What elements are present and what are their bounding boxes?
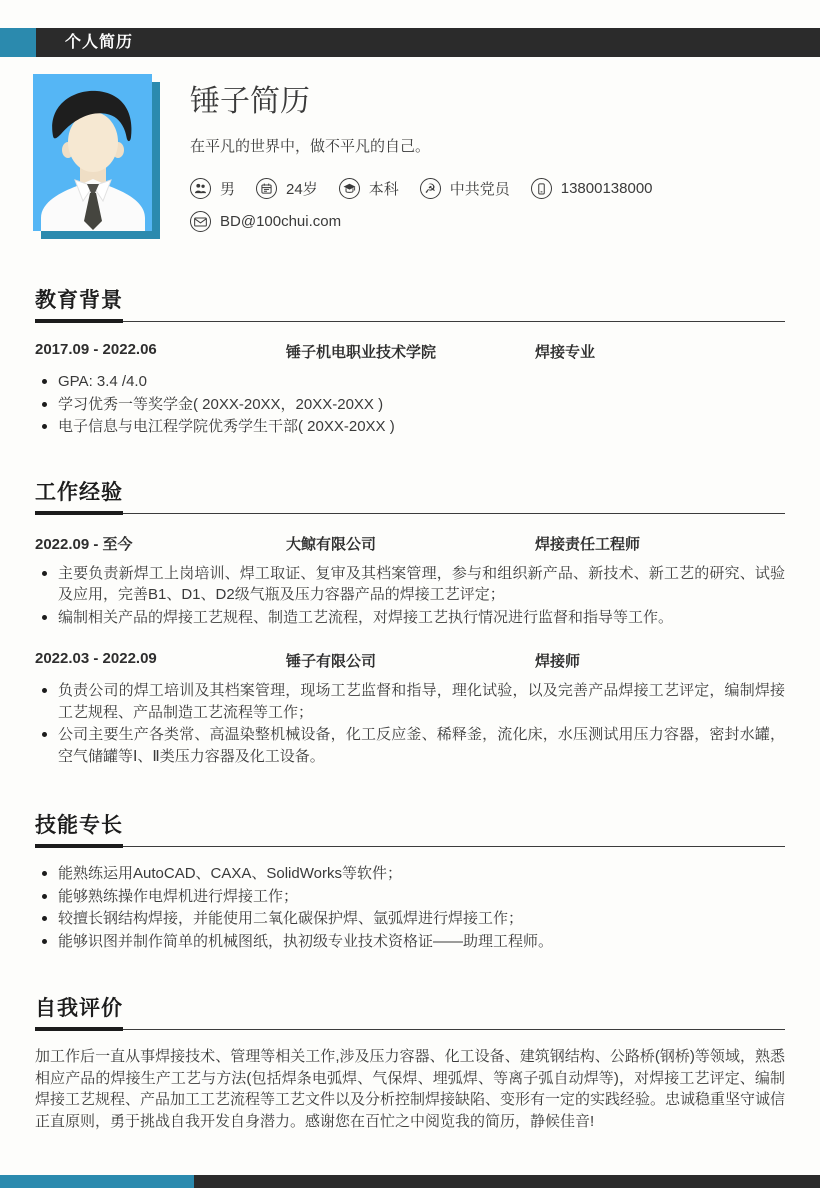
list-item: 能够熟练操作电焊机进行焊接工作； [35,886,785,908]
phone-value: 13800138000 [560,180,653,197]
skills-bullets [35,863,785,952]
party-item [420,178,510,199]
gender-item [190,178,235,199]
gender-value: 男 [220,181,236,198]
education-heading [35,284,785,322]
evaluation-title: 自我评价 [35,992,123,1031]
list-item: 能够识图并制作简单的机械图纸，执初级专业技术资格证——助理工程师。 [35,931,785,953]
section-work [35,476,785,768]
profile-info [190,74,785,239]
work-entry-head [35,533,785,554]
footer-bar [0,1175,820,1188]
degree-icon [339,178,360,199]
info-row [190,178,785,199]
education-bullets [35,371,785,438]
education-title: 教育背景 [35,284,123,323]
work-period: 2022.09 - 至今 [35,535,133,553]
work-company: 锤子有限公司 [286,653,377,670]
work-period: 2022.03 - 2022.09 [35,650,157,667]
section-skills [35,809,785,952]
list-item: 较擅长钢结构焊接，并能使用二氧化碳保护焊、氩弧焊进行焊接工作； [35,908,785,930]
education-major: 焊接专业 [535,344,596,361]
work-role: 焊接责任工程师 [535,535,641,553]
education-period: 2017.09 - 2022.06 [35,341,157,358]
list-item: 编制相关产品的焊接工艺规程、制造工艺流程，对焊接工艺执行情况进行监督和指导等工作。 [35,607,785,629]
email-value: BD@100chui.com [220,213,342,230]
avatar-photo [33,74,152,231]
tagline: 在平凡的世界中，做不平凡的自己。 [190,138,431,155]
skills-title: 技能专长 [35,809,123,848]
age-value: 24岁 [286,181,318,198]
degree-value: 本科 [368,181,399,198]
education-entry-head [35,341,785,362]
phone-item [531,178,653,199]
list-item: 负责公司的焊工培训及其档案管理，现场工艺监督和指导，理化试验，以及完善产品焊接工艺评定，编制焊接工艺规程、产品制造工艺流程等工作； [35,680,785,723]
age-icon [256,178,277,199]
email-item [190,211,341,232]
list-item: 公司主要生产各类常、高温染整机械设备，化工反应釜、稀释釜，流化床，水压测试用压力容器，密封水罐，空气储罐等Ⅰ、Ⅱ类压力容器及化工设备。 [35,724,785,767]
section-evaluation [35,992,785,1132]
list-item: 主要负责新焊工上岗培训、焊工取证、复审及其档案管理，参与和组织新产品、新技术、新工艺的研究、试验及应用，完善B1、D1、D2级气瓶及压力容器产品的焊接工艺评定； [35,563,785,606]
work-heading [35,476,785,514]
profile-header [33,74,785,239]
list-item: 电子信息与电江程学院优秀学生干部( 20XX-20XX ) [35,416,785,438]
section-education [35,284,785,438]
work-bullets [35,680,785,767]
age-item [256,178,318,199]
list-item: 能熟练运用AutoCAD、CAXA、SolidWorks等软件； [35,863,785,885]
person-illustration-icon [33,74,152,231]
phone-icon [531,178,552,199]
degree-item [339,178,399,199]
gender-icon [190,178,211,199]
work-role: 焊接师 [535,653,581,670]
work-company: 大鲸有限公司 [286,535,377,553]
evaluation-heading [35,992,785,1030]
page-banner [0,28,820,57]
list-item: 学习优秀一等奖学金( 20XX-20XX，20XX-20XX ) [35,394,785,416]
banner-accent-block [0,28,36,57]
work-title: 工作经验 [35,476,123,515]
banner-title: 个人简历 [36,28,820,57]
skills-heading [35,809,785,847]
evaluation-text: 加工作后一直从事焊接技术、管理等相关工作,涉及压力容器、化工设备、建筑钢结构、公路桥(钢桥)等领域，熟悉相应产品的焊接生产工艺与方法(包括焊条电弧焊、气保焊、埋弧焊、等离子弧自动焊等)，对焊接工艺评定、编制焊接工艺规程、产品加工工艺流程等工艺文件以及分析控制焊接缺陷、变形有一定的实践经验。忠诚稳重坚守诚信正直原则，勇于挑战自我开发自身潜力。感谢您在百忙之中阅览我的简历，静候佳音! [35,1048,786,1130]
work-bullets [35,563,785,629]
email-row [190,211,785,232]
party-icon [420,178,441,199]
party-value: 中共党员 [449,181,510,198]
work-entry-head [35,650,785,671]
candidate-name: 锤子简历 [190,85,310,118]
party-glyph: ☭ [424,181,437,196]
list-item: GPA: 3.4 /4.0 [35,371,785,393]
email-icon [190,211,211,232]
education-school: 锤子机电职业技术学院 [286,344,437,361]
footer-accent-block [0,1175,194,1188]
avatar [33,74,160,239]
footer-dark-block [194,1175,820,1188]
